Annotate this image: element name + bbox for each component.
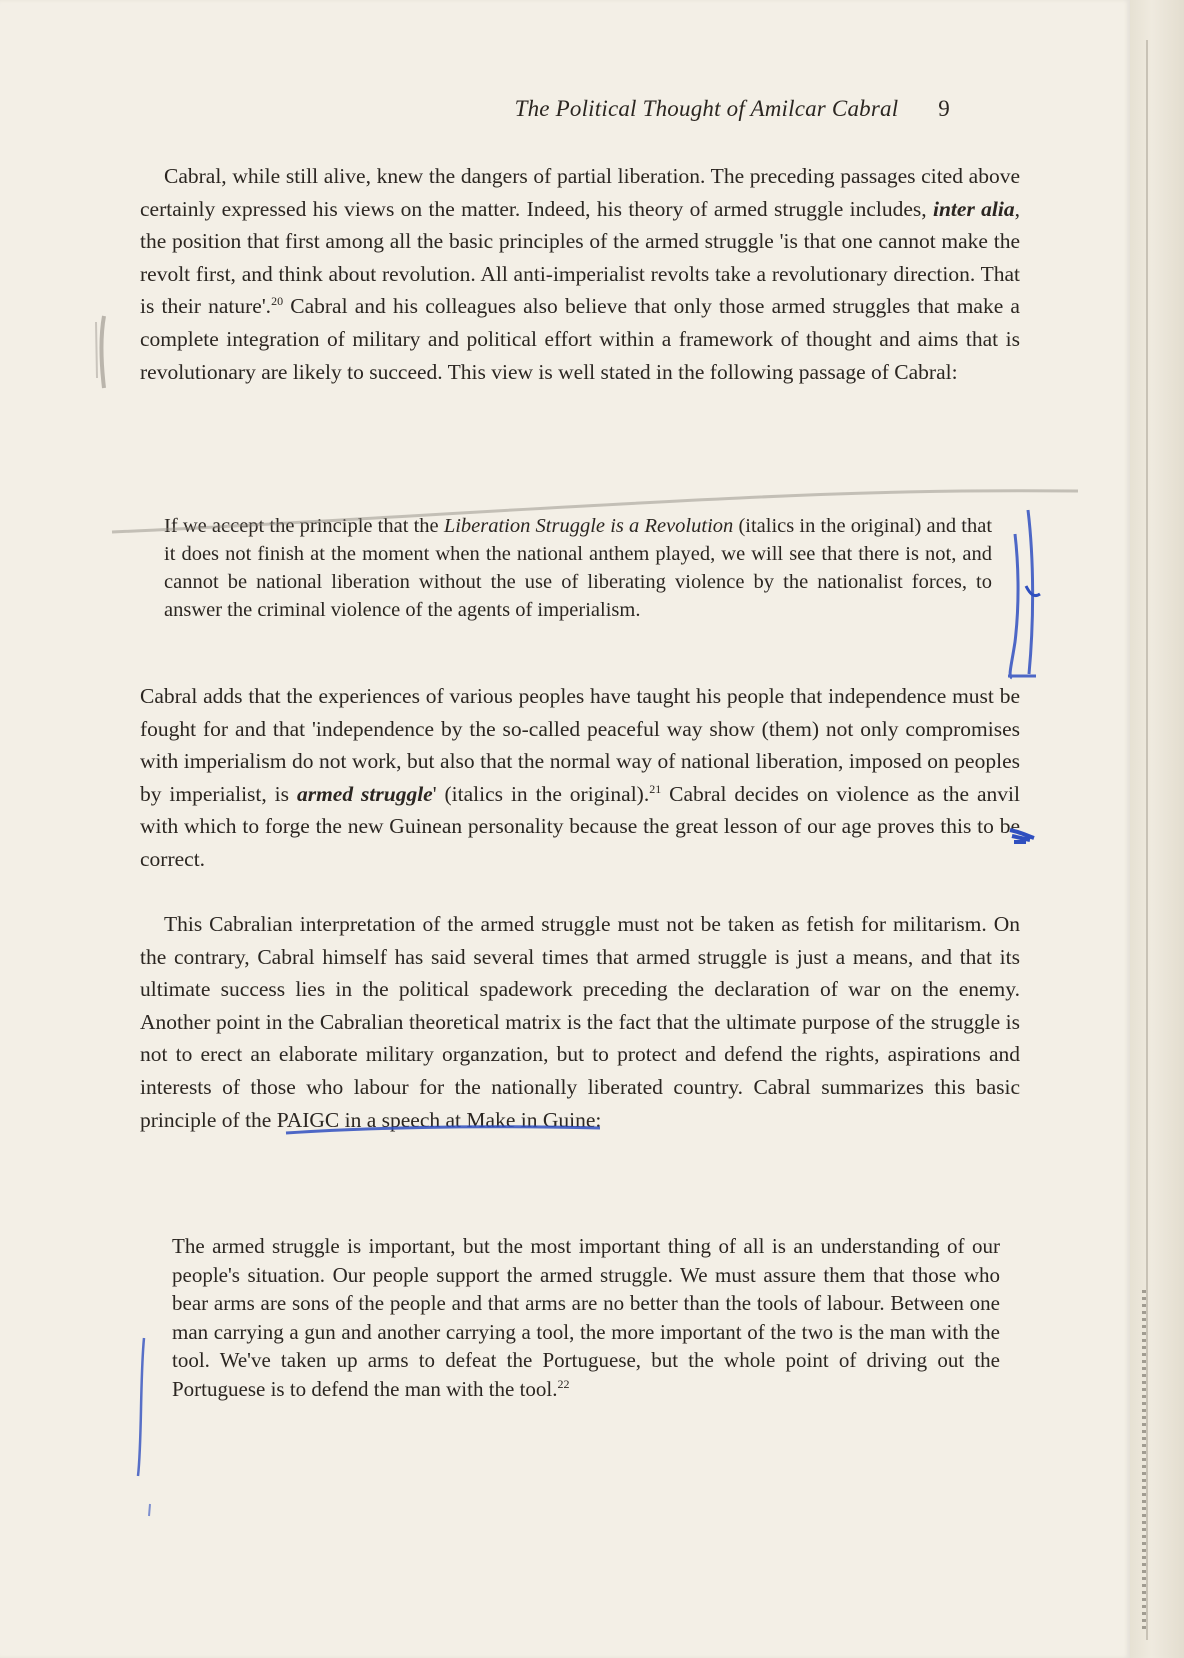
running-title: The Political Thought of Amilcar Cabral [514, 96, 899, 121]
underlined-phrase: Cabralian theoretical matrix [319, 1009, 562, 1034]
quote-1-text-b: (italics in the original) and that it does not finish at the moment when the national anthem played, we will see that there is not, and cannot be national liberation without the use of liberating violence by the nationalist forces, to answer the criminal violence of the agents of imperialism. [164, 515, 993, 621]
quote-2-text: The armed struggle is important, but the most important thing of all is an understanding of our people's situation. Our people support the armed struggle. We must assure them that those who bear arms are sons of the people and that arms are no better than the tools of labour. Between one man carrying a gun and another carrying a tool, the more important of the two is the man with the tool. We've taken up arms to defeat the Portuguese, but the whole point of driving out the Portuguese is to defend the man with the tool. [172, 1234, 1000, 1401]
quote-1-italic: Liberation Struggle is a Revolution [443, 515, 734, 537]
footnote-ref-22: 22 [557, 1376, 570, 1391]
edge-rule-line [1146, 40, 1148, 1640]
paragraph-2 [140, 680, 1020, 876]
paragraph-1-text-c: Cabral and his colleagues also believe that only those armed struggles that make a complete integration of military and political effort within a framework of thought and aims that is revolutionary are likely to succeed. This view is well stated in the following passage of Cabral: [140, 294, 1020, 384]
paragraph-1-italic: inter alia [933, 196, 1015, 221]
block-quote-1 [164, 512, 992, 624]
paragraph-2-text-b: ' (italics in the original). [432, 781, 650, 806]
footnote-ref-21: 21 [649, 781, 662, 796]
paragraph-2-text-a: Cabral adds that the experiences of various peoples have taught his people that independence must be fought for and that 'independence by the so-called peaceful way show (them) not only compromises with imperialism do not work, but also that the normal way of national liberation, imposed on peoples by imperialist, is [140, 684, 1020, 806]
footnote-ref-20: 20 [271, 294, 284, 309]
paragraph-1-text-a: Cabral, while still alive, knew the dangers of partial liberation. The preceding passages cited above certainly expressed his views on the matter. Indeed, his theory of armed struggle includes, [140, 164, 1020, 221]
paragraph-2-text-c: Cabral decides on violence as the anvil with which to forge the new Guinean personality because the great lesson of our age proves this to be correct. [140, 781, 1020, 871]
blue-margin-line [138, 1338, 144, 1476]
paragraph-3-text-b: is the fact that the ultimate purpose of the struggle is not to erect an elaborate military organzation, but to protect and defend the rights, aspirations and interests of those who labour for the nationally liberated country. Cabral summarizes this basic principle of the PAIGC in a speech at Make in Guine: [140, 1009, 1020, 1132]
pencil-margin-mark [101, 316, 104, 388]
page-number: 9 [938, 96, 950, 121]
running-header [515, 96, 950, 122]
paragraph-2-italic: armed struggle [296, 781, 433, 806]
paragraph-3 [140, 908, 1020, 1136]
blue-margin-line-2 [149, 1504, 150, 1516]
block-quote-2 [172, 1232, 1000, 1403]
pencil-margin-mark-2 [96, 322, 97, 378]
paragraph-1 [140, 160, 1020, 388]
quote-1-text-a: If we accept the principle that the [164, 515, 444, 537]
page-edge-strip [1130, 0, 1184, 1658]
edge-dashed-mark [1142, 1290, 1146, 1630]
paragraph-3-text-a: This Cabralian interpretation of the armed struggle must not be taken as fetish for militarism. On the contrary, Cabral himself has said several times that armed struggle is just a means, and that its ultimate success lies in the political spadework preceding the declaration of war on the enemy. Another point in the [140, 912, 1020, 1034]
blue-pen-bracket [1008, 510, 1036, 678]
blue-pen-tick [1026, 586, 1040, 596]
paragraph-1-text-b: , the position that first among all the basic principles of the armed struggle 'is that one cannot make the revolt first, and think about revolution. All anti-imperialist revolts take a revolutionary direction. That is their nature'. [140, 196, 1020, 319]
